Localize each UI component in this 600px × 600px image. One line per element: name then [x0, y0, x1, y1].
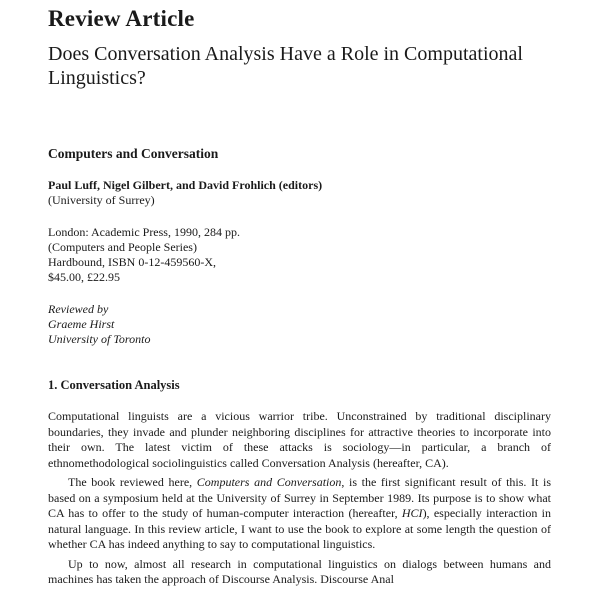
- paragraph-text: The book reviewed here,: [68, 475, 197, 489]
- publication-line: Hardbound, ISBN 0-12-459560-X,: [48, 255, 216, 269]
- hci-abbreviation: HCI: [401, 506, 423, 520]
- reviewer-block: [48, 302, 150, 347]
- paragraph: Up to now, almost all research in computational linguistics on dialogs between humans and machines has taken the approach of Discourse Analysis. Discourse Anal: [48, 556, 551, 586]
- article-type-heading: Review Article: [48, 6, 195, 31]
- paragraph-text: ), especially interaction in natural language. In this review article, I want to use the book to explore at some length the question of whether CA has indeed anything to say to computational linguistics.: [48, 506, 552, 551]
- body-text: [48, 409, 551, 588]
- reviewer-name: Graeme Hirst: [48, 317, 115, 331]
- paragraph: Computational linguists are a vicious warrior tribe. Unconstrained by traditional disciplinary boundaries, they invade and plunder neighboring disciplines for attractive theories to incorporate into their own. The latest victim of these attacks is sociology—in particular, a branch of ethnomethodological sociolinguistics called Conversation Analysis (hereafter, CA).: [48, 409, 551, 470]
- book-editors-block: [48, 178, 322, 208]
- reviewer-label: Reviewed by: [48, 302, 109, 316]
- book-editors: Paul Luff, Nigel Gilbert, and David Frohlich (editors): [48, 178, 323, 192]
- publication-line: (Computers and People Series): [48, 240, 197, 254]
- publication-info: [48, 225, 240, 285]
- paragraph: [48, 475, 551, 553]
- book-title-citation: Computers and Conversation: [196, 475, 342, 489]
- publication-line: $45.00, £22.95: [48, 270, 120, 284]
- publication-line: London: Academic Press, 1990, 284 pp.: [48, 225, 240, 239]
- section-heading: 1. Conversation Analysis: [48, 378, 180, 392]
- article-title: Does Conversation Analysis Have a Role in Computational Linguistics?: [48, 43, 523, 89]
- book-affiliation: (University of Surrey): [48, 193, 155, 207]
- book-title: Computers and Conversation: [48, 146, 219, 161]
- reviewer-institution: University of Toronto: [48, 332, 151, 346]
- paragraph-text: , is the first significant result of this. It is based on a symposium held at the University of Surrey in September 1989. Its purpose is to show what CA has to offer to the study of human-computer interaction (hereafter,: [48, 475, 552, 520]
